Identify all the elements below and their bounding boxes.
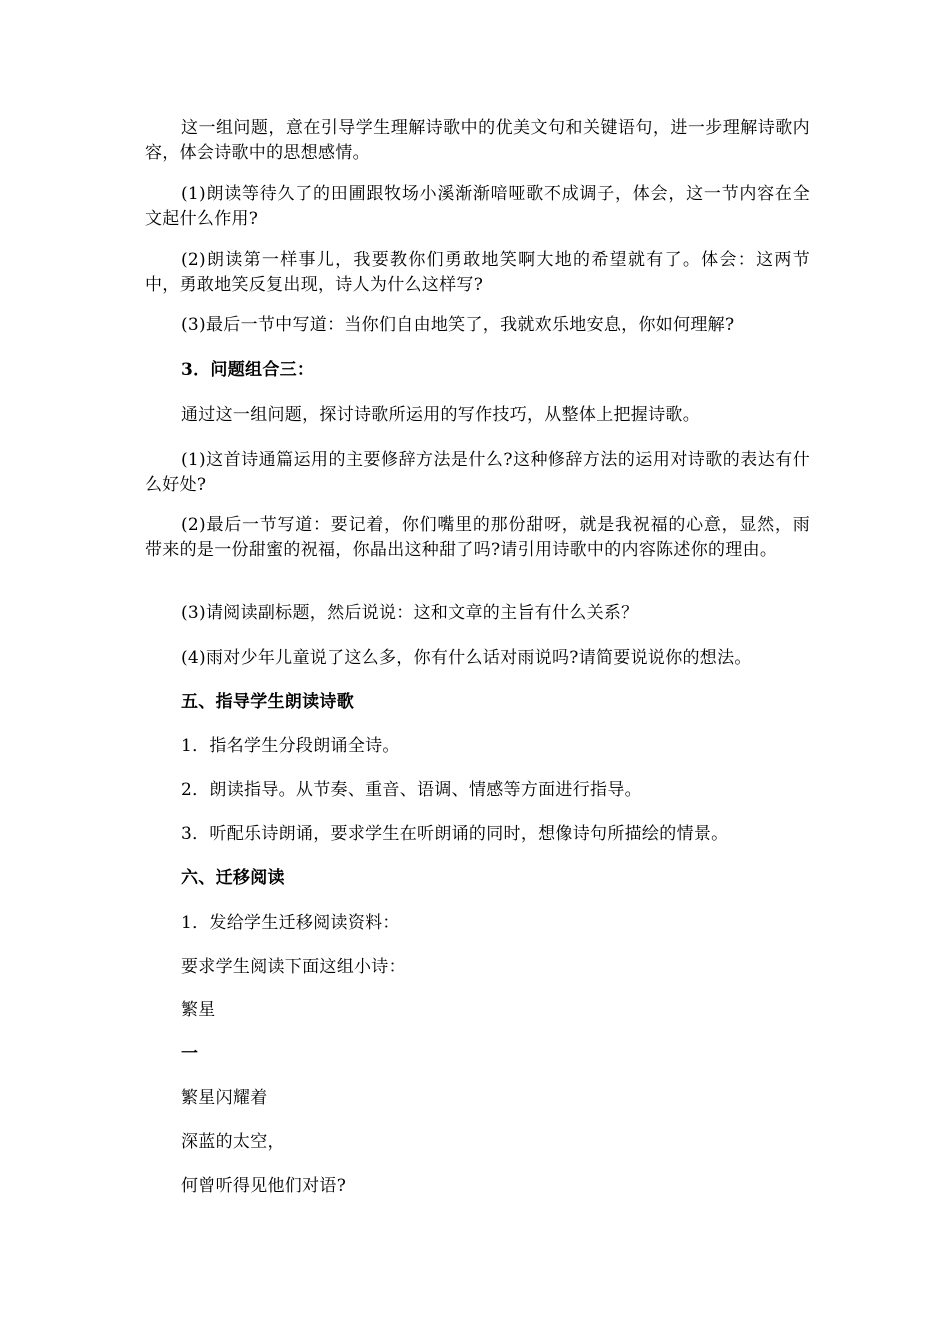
- question-2-1: (1)朗读等待久了的田圃跟牧场小溪渐渐喑哑歌不成调子，体会，这一节内容在全文起什么作用?: [145, 184, 810, 229]
- step-5-2: 2．朗读指导。从节奏、重音、语调、情感等方面进行指导。: [181, 780, 642, 800]
- step-5-3: 3．听配乐诗朗诵，要求学生在听朗诵的同时，想像诗句所描绘的情景。: [181, 824, 729, 844]
- poem-line-1: 繁星闪耀着: [181, 1088, 268, 1108]
- paragraph-intro-group-two: 这一组问题，意在引导学生理解诗歌中的优美文句和关键语句，进一步理解诗歌内容，体会诗歌中的思想感情。: [145, 118, 810, 163]
- heading-section-six: 六、迁移阅读: [181, 868, 285, 888]
- question-2-3: (3)最后一节中写道：当你们自由地笑了，我就欢乐地安息，你如何理解?: [181, 315, 735, 335]
- poem-section-number: 一: [181, 1044, 199, 1064]
- heading-question-group-three: 3．问题组合三：: [181, 360, 315, 380]
- question-3-2: (2)最后一节写道：要记着，你们嘴里的那份甜呀，就是我祝福的心意，显然，雨带来的是一份甜蜜的祝福，你晶出这种甜了吗?请引用诗歌中的内容陈述你的理由。: [145, 515, 810, 560]
- question-2-2: (2)朗读第一样事儿，我要教你们勇敢地笑啊大地的希望就有了。体会：这两节中，勇敢地笑反复出现，诗人为什么这样写?: [145, 250, 810, 295]
- paragraph-intro-group-three: 通过这一组问题，探讨诗歌所运用的写作技巧，从整体上把握诗歌。: [181, 405, 700, 425]
- poem-line-2: 深蓝的太空，: [181, 1132, 285, 1152]
- heading-section-five: 五、指导学生朗读诗歌: [181, 692, 354, 712]
- step-6-1: 1．发给学生迁移阅读资料：: [181, 913, 400, 933]
- poem-title: 繁星: [181, 1000, 216, 1020]
- step-5-1: 1．指名学生分段朗诵全诗。: [181, 736, 400, 756]
- question-3-4: (4)雨对少年儿童说了这么多，你有什么话对雨说吗?请简要说说你的想法。: [181, 648, 752, 668]
- question-3-3: (3)请阅读副标题，然后说说：这和文章的主旨有什么关系？: [181, 603, 639, 623]
- poem-line-3: 何曾听得见他们对语?: [181, 1176, 347, 1196]
- reading-instruction: 要求学生阅读下面这组小诗：: [181, 957, 406, 977]
- question-3-1: (1)这首诗通篇运用的主要修辞方法是什么?这种修辞方法的运用对诗歌的表达有什么好处?: [145, 450, 810, 495]
